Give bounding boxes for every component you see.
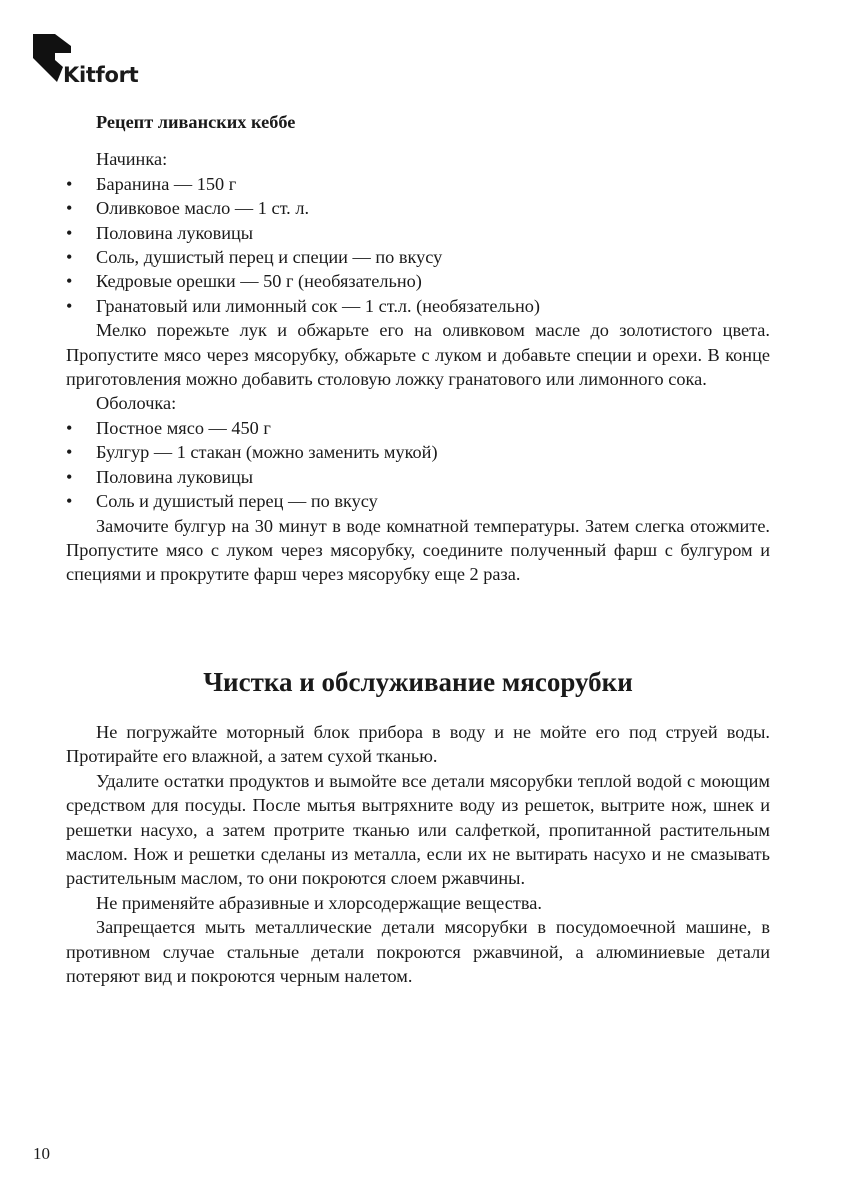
shell-ingredients — [66, 416, 770, 514]
list-item: • Булгур — 1 стакан (можно заменить мукой) — [66, 442, 438, 463]
paragraph: Запрещается мыть металлические детали мясорубки в посудомоечной машине, в противном случае стальные детали покроются ржавчиной, а алюминиевые детали потеряют вид и покроются черным налетом. — [66, 917, 770, 987]
filling-ingredients — [66, 172, 770, 318]
filling-label: Начинка: — [96, 149, 168, 170]
list-item: • Половина луковицы — [66, 466, 254, 487]
list-item: • Постное мясо — 450 г — [66, 417, 271, 438]
list-item: • Соль и душистый перец — по вкусу — [66, 491, 378, 512]
list-item: • Половина луковицы — [66, 222, 254, 243]
paragraph: Не погружайте моторный блок прибора в воду и не мойте его под струей воды. Протирайте его влажной, а затем сухой тканью. — [66, 722, 770, 767]
paragraph: Не применяйте абразивные и хлорсодержащие вещества. — [96, 892, 542, 913]
page-number: 10 — [33, 1144, 50, 1163]
cleaning-section-title: Чистка и обслуживание мясорубки — [203, 667, 633, 697]
paragraph: Удалите остатки продуктов и вымойте все детали мясорубки теплой водой с моющим средством для посуды. После мытья вытряхните воду из решеток, вытрите нож, шнек и решетки насухо, а затем протрите тканью или салфеткой, пропитанной растительным маслом. Нож и решетки сделаны из металла, если их не вытирать насухо и не смазывать растительным маслом, то они покроются слоем ржавчины. — [66, 770, 770, 889]
shell-instructions: Замочите булгур на 30 минут в воде комнатной температуры. Затем слегка отожмите. Пропустите мясо с луком через мясорубку, соедините полученный фарш с булгуром и специями и прокрутите фарш через мясорубку еще 2 раза. — [66, 515, 770, 585]
list-item: • Кедровые орешки — 50 г (необязательно) — [66, 271, 422, 292]
list-item: • Баранина — 150 г — [66, 173, 237, 194]
brand-name: Kitfort — [63, 63, 139, 87]
list-item: • Гранатовый или лимонный сок — 1 ст.л. (необязательно) — [66, 295, 540, 316]
brand-logo — [33, 34, 143, 88]
recipe-title: Рецепт ливанских кеббе — [96, 112, 296, 132]
shell-label: Оболочка: — [96, 393, 177, 414]
cleaning-section — [66, 720, 770, 988]
filling-instructions: Мелко порежьте лук и обжарьте его на оливковом масле до золотистого цвета. Пропустите мясо через мясорубку, обжарьте с луком и добавьте специи и орехи. В конце приготовления можно добавить столовую ложку гранатового или лимонного сока. — [66, 320, 770, 390]
recipe-section — [66, 110, 770, 587]
list-item: • Оливковое масло — 1 ст. л. — [66, 198, 310, 219]
list-item: • Соль, душистый перец и специи — по вкусу — [66, 247, 443, 268]
